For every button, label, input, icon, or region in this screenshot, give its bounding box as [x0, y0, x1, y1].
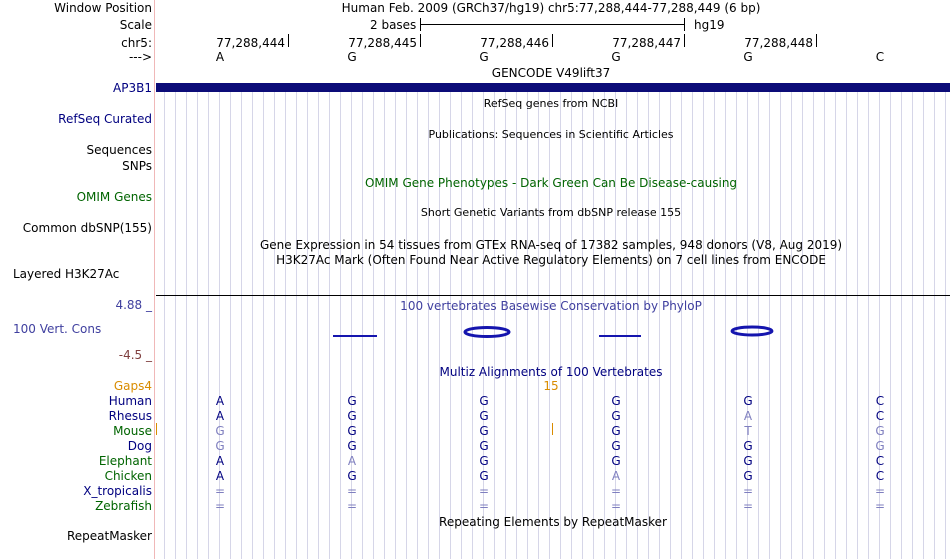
alignment-base: A: [215, 469, 225, 483]
species-label[interactable]: Rhesus: [108, 409, 152, 423]
publications-track-title: Publications: Sequences in Scientific Articles: [428, 128, 674, 141]
alignment-base: A: [215, 454, 225, 468]
strand-label: --->: [128, 50, 152, 64]
gap-marker-mouse-left: [156, 423, 157, 435]
chrom-label: chr5:: [121, 36, 152, 50]
alignment-base: G: [215, 439, 225, 453]
gaps-label[interactable]: Gaps4: [113, 379, 152, 393]
alignment-base: G: [347, 424, 357, 438]
alignment-base: =: [874, 499, 886, 513]
reference-base: G: [611, 50, 621, 64]
window-position-label: Window Position: [54, 1, 152, 15]
species-label[interactable]: Human: [108, 394, 152, 408]
alignment-base: A: [215, 394, 225, 408]
dbsnp-track-title: Short Genetic Variants from dbSNP release 155: [420, 206, 682, 219]
phylop-track-title: 100 vertebrates Basewise Conservation by PhyloP: [400, 299, 702, 313]
omim-track-title: OMIM Gene Phenotypes - Dark Green Can Be Disease-causing: [364, 176, 738, 190]
reference-base: G: [347, 50, 357, 64]
coordinate-label: 77,288,448: [744, 36, 813, 50]
coordinate-label: 77,288,444: [216, 36, 285, 50]
reference-base: G: [479, 50, 489, 64]
species-label[interactable]: Chicken: [104, 469, 152, 483]
refseq-track-label[interactable]: RefSeq Curated: [58, 112, 152, 126]
alignment-base: G: [479, 424, 489, 438]
alignment-base: G: [743, 454, 753, 468]
alignment-base: G: [347, 409, 357, 423]
alignment-base: C: [875, 409, 885, 423]
alignment-base: G: [611, 409, 621, 423]
species-label[interactable]: Zebrafish: [95, 499, 152, 513]
phylop-min-label: -4.5 _: [118, 348, 152, 362]
alignment-base: =: [874, 484, 886, 498]
alignment-base: =: [214, 499, 226, 513]
omim-track-label[interactable]: OMIM Genes: [76, 190, 152, 204]
sequences-track-label[interactable]: Sequences: [86, 143, 152, 157]
alignment-base: G: [611, 424, 621, 438]
snps-track-label[interactable]: SNPs: [122, 159, 152, 173]
reference-base: A: [215, 50, 225, 64]
species-label[interactable]: X_tropicalis: [83, 484, 152, 498]
reference-base: C: [875, 50, 885, 64]
gap-count: 15: [543, 379, 559, 393]
alignment-base: G: [743, 469, 753, 483]
repeatmasker-track-title: Repeating Elements by RepeatMasker: [439, 515, 667, 529]
gtex-track-title: Gene Expression in 54 tissues from GTEx RNA-seq of 17382 samples, 948 donors (V8, Aug 2019): [259, 238, 843, 252]
alignment-base: A: [743, 409, 753, 423]
gene-name-label[interactable]: AP3B1: [113, 81, 152, 95]
alignment-base: G: [743, 394, 753, 408]
species-label[interactable]: Dog: [127, 439, 152, 453]
scale-label: Scale: [119, 18, 152, 32]
phylop-mark-2: [465, 328, 509, 337]
species-label[interactable]: Mouse: [113, 424, 152, 438]
alignment-base: G: [479, 409, 489, 423]
alignment-base: A: [347, 454, 357, 468]
scale-value: 2 bases: [370, 18, 417, 32]
alignment-base: =: [346, 499, 358, 513]
alignment-base: C: [875, 454, 885, 468]
alignment-base: G: [611, 439, 621, 453]
h3k27ac-track-title: H3K27Ac Mark (Often Found Near Active Regulatory Elements) on 7 cell lines from ENCODE: [276, 253, 826, 267]
alignment-base: G: [347, 394, 357, 408]
alignment-base: G: [611, 394, 621, 408]
coordinate-label: 77,288,447: [612, 36, 681, 50]
alignment-base: G: [479, 394, 489, 408]
phylop-mark-1: [333, 335, 377, 337]
alignment-base: G: [743, 439, 753, 453]
coordinate-label: 77,288,446: [480, 36, 549, 50]
alignment-base: A: [611, 469, 621, 483]
phylop-logo-marks: [333, 327, 772, 337]
h3k27ac-track-label[interactable]: Layered H3K27Ac: [13, 267, 120, 281]
alignment-base: G: [479, 439, 489, 453]
alignment-base: =: [478, 499, 490, 513]
alignment-base: A: [215, 409, 225, 423]
alignment-base: G: [347, 439, 357, 453]
alignment-base: =: [610, 484, 622, 498]
alignment-base: G: [479, 454, 489, 468]
phylop-mark-3: [599, 335, 641, 337]
repeatmasker-track-label[interactable]: RepeatMasker: [66, 529, 152, 543]
multiz-track-title: Multiz Alignments of 100 Vertebrates: [439, 365, 663, 379]
alignment-base: G: [875, 424, 885, 438]
phylop-track-label[interactable]: 100 Vert. Cons: [13, 322, 102, 336]
alignment-base: G: [479, 469, 489, 483]
alignment-base: G: [611, 454, 621, 468]
phylop-mark-4: [732, 327, 772, 335]
gencode-track-title: GENCODE V49lift37: [491, 66, 611, 80]
alignment-base: G: [347, 469, 357, 483]
alignment-base: C: [875, 394, 885, 408]
alignment-base: =: [742, 484, 754, 498]
window-position-value: Human Feb. 2009 (GRCh37/hg19) chr5:77,288,444-77,288,449 (6 bp): [341, 1, 761, 15]
alignment-base: =: [478, 484, 490, 498]
gap-marker-mouse-mid: [552, 423, 553, 435]
dbsnp-track-label[interactable]: Common dbSNP(155): [22, 221, 152, 235]
alignment-base: =: [610, 499, 622, 513]
alignment-base: =: [346, 484, 358, 498]
alignment-base: =: [742, 499, 754, 513]
alignment-base: =: [214, 484, 226, 498]
species-label[interactable]: Elephant: [98, 454, 152, 468]
alignment-base: C: [875, 469, 885, 483]
reference-base: G: [743, 50, 753, 64]
alignment-base: G: [875, 439, 885, 453]
coordinate-label: 77,288,445: [348, 36, 417, 50]
alignment-base: G: [215, 424, 225, 438]
alignment-base: T: [744, 424, 752, 438]
scale-assembly: hg19: [694, 18, 725, 32]
phylop-max-label: 4.88 _: [115, 298, 152, 312]
refseq-track-title: RefSeq genes from NCBI: [483, 97, 619, 110]
